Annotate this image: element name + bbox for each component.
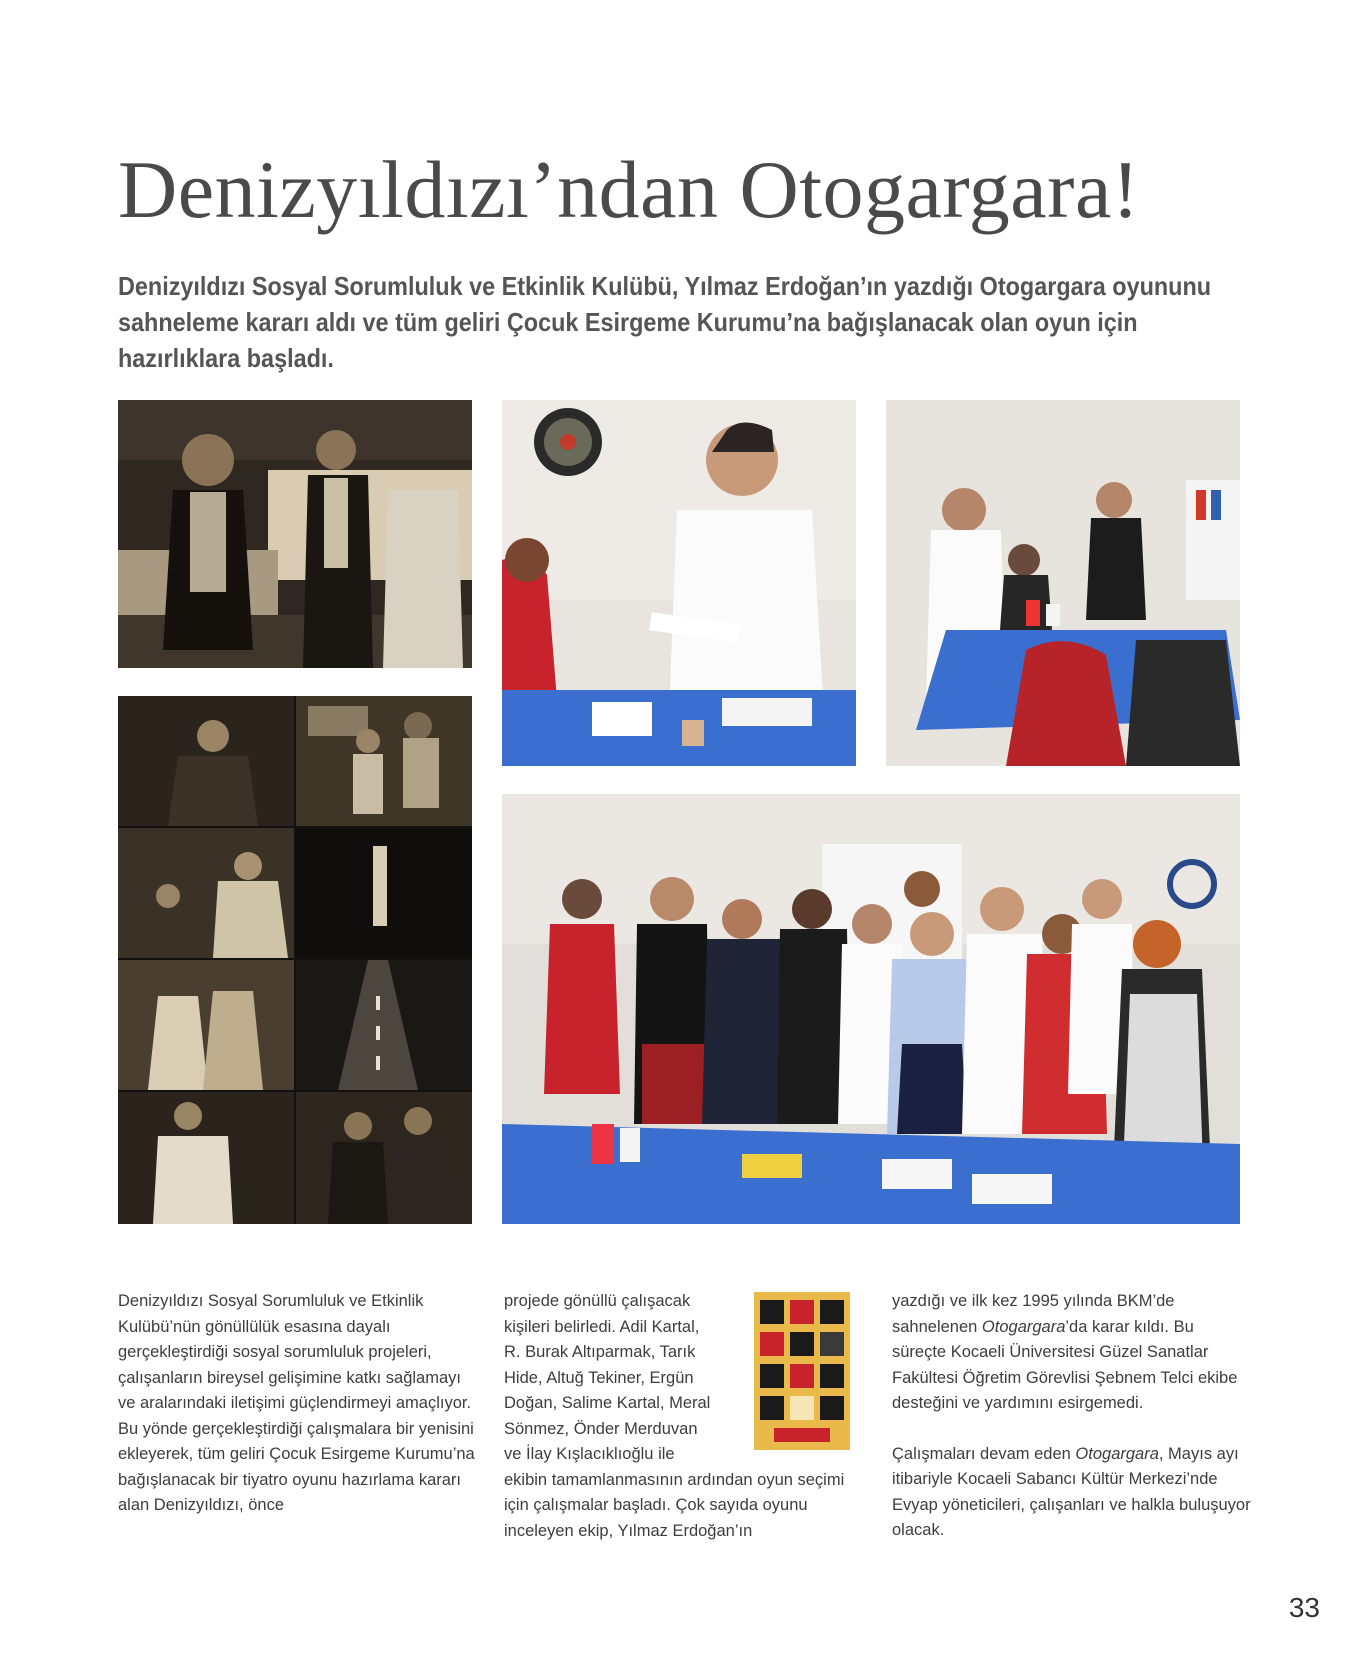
body-line: kişileri belirledi. Adil Kartal,	[504, 1317, 700, 1336]
play-title: Otogargara	[981, 1317, 1066, 1336]
body-paragraph	[892, 1289, 1252, 1417]
body-text: Çalışmaları devam eden	[892, 1444, 1076, 1463]
body-line: Doğan, Salime Kartal, Meral	[504, 1394, 711, 1412]
body-line: ve İlay Kışlacıklıoğlu ile	[504, 1445, 675, 1463]
body-text: , Mayıs ayı itibariyle Kocaeli Sabancı Kültür Merkezi’nde Evyap yöneticileri, çalışanları ve halkla buluşuyor olacak.	[892, 1444, 1251, 1539]
body-column-3	[892, 1289, 1252, 1544]
play-title: Otogargara	[1075, 1444, 1159, 1463]
body-paragraph-rest: ekibin tamamlanmasının ardından oyun seçimi için çalışmalar başladı. Çok sayıda oyunu inceleyen ekip, Yılmaz Erdoğan’ın	[504, 1470, 845, 1540]
body-line: Sönmez, Önder Merduvan	[504, 1419, 698, 1438]
article-title: Denizyıldızı’ndan Otogargara!	[118, 144, 1140, 235]
body-paragraph	[892, 1442, 1252, 1544]
otogargara-book-cover	[754, 1292, 850, 1450]
rehearsal-photo-table	[886, 400, 1240, 766]
article-lead: Denizyıldızı Sosyal Sorumluluk ve Etkinlik Kulübü, Yılmaz Erdoğan’ın yazdığı Otogargara oyununu sahneleme kararı aldı ve tüm geliri Çocuk Esirgeme Kurumu’na bağışlanacak olan oyun için hazırlıklara başladı.	[118, 271, 1212, 373]
body-paragraph: Denizyıldızı Sosyal Sorumluluk ve Etkinlik Kulübü’nün gönüllülük esasına dayalı gerçekleştirdiği sosyal sorumluluk projeleri, çalışanların bireysel gelişimine katkı sağlamayı ve aralarındaki iletişimi güçlendirmeyi amaçlıyor. Bu yönde gerçekleştirdiği çalışmalara bir yenisini ekleyerek, tüm geliri Çocuk Esirgeme Kurumu’na bağışlanacak bir tiyatro oyunu hazırlama kararı alan Denizyıldızı, önce	[118, 1292, 475, 1514]
rehearsal-photo-director	[502, 400, 856, 766]
stage-photo-trio	[118, 400, 472, 668]
body-line: Hide, Altuğ Tekiner, Ergün	[504, 1368, 694, 1387]
team-group-photo	[502, 794, 1240, 1224]
page-number: 33	[1288, 1592, 1320, 1623]
body-text: ’da karar kıldı. Bu süreçte Kocaeli Üniversitesi Güzel Sanatlar Fakültesi Öğretim Görevlisi Şebnem Telci ekibe desteğini ve yardımını esirgemedi.	[892, 1317, 1238, 1412]
body-line: projede gönüllü çalışacak	[504, 1292, 691, 1310]
body-text: yazdığı ve ilk kez 1995 yılında BKM’de sahnelenen	[892, 1292, 1175, 1336]
stage-collage	[118, 696, 472, 1224]
body-line: R. Burak Altıparmak, Tarık	[504, 1343, 696, 1361]
body-column-1	[118, 1289, 478, 1519]
